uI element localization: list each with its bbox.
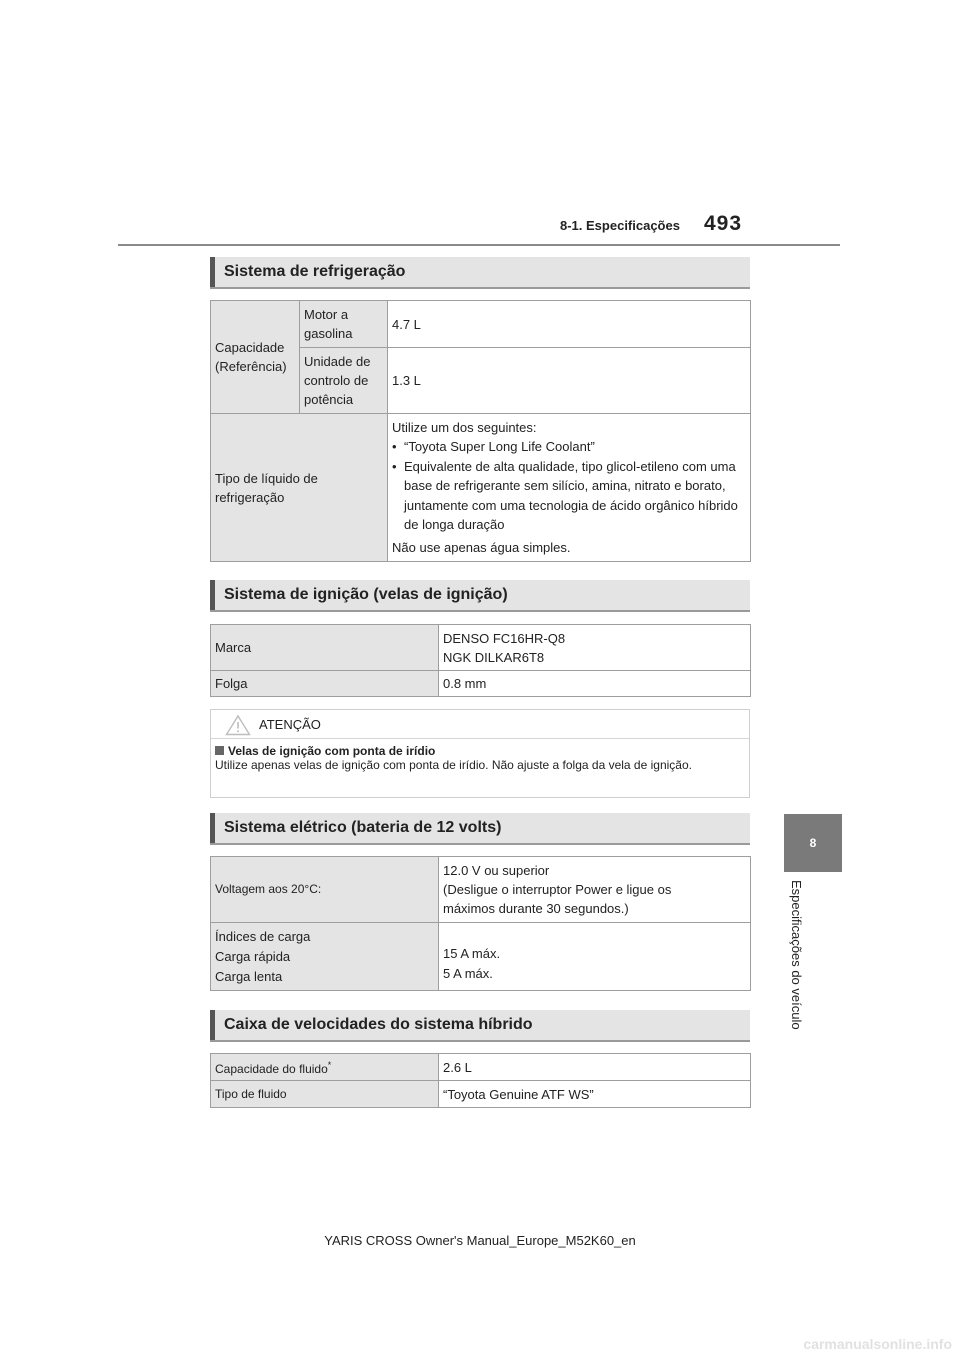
manual-footer: YARIS CROSS Owner's Manual_Europe_M52K60_en xyxy=(324,1233,636,1248)
ignition-table xyxy=(210,624,751,697)
gasoline-engine-value: 4.7 L xyxy=(388,301,751,348)
page-number: 493 xyxy=(704,212,743,235)
brand-ngk: NGK DILKAR6T8 xyxy=(443,649,545,665)
charge-rates-label xyxy=(211,923,439,991)
transmission-section-title: Caixa de velocidades do sistema híbrido xyxy=(224,1016,533,1033)
section-marker xyxy=(210,580,215,610)
fluid-capacity-value: 2.6 L xyxy=(439,1054,751,1081)
warning-body xyxy=(215,744,743,772)
warning-triangle-icon xyxy=(225,714,251,741)
voltage-value xyxy=(439,857,751,923)
coolant-type-value xyxy=(388,414,751,562)
capacity-label: Capacidade (Referência) xyxy=(211,301,300,414)
electrical-table xyxy=(210,856,751,991)
chapter-name: Especificações do veículo xyxy=(789,880,804,1030)
transmission-table xyxy=(210,1053,751,1108)
warning-text: Utilize apenas velas de ignição com ponta de irídio. Não ajuste a folga da vela de ignição. xyxy=(215,758,692,772)
slow-charge-value: 5 A máx. xyxy=(443,966,493,981)
chapter-number: 8 xyxy=(809,836,817,850)
warning-subtitle: Velas de ignição com ponta de irídio xyxy=(228,744,436,758)
cooling-section-title: Sistema de refrigeração xyxy=(224,263,406,280)
voltage-line: 12.0 V ou superior xyxy=(443,863,550,878)
cooling-section-header xyxy=(210,257,750,289)
gap-label: Folga xyxy=(211,671,439,697)
coolant-intro: Utilize um dos seguintes: xyxy=(392,419,537,435)
brand-denso: DENSO FC16HR-Q8 xyxy=(443,630,566,646)
power-control-unit-value: 1.3 L xyxy=(388,348,751,414)
gap-value: 0.8 mm xyxy=(439,671,751,697)
power-control-unit-label: Unidade de controlo de potência xyxy=(300,348,388,414)
transmission-section-header xyxy=(210,1010,750,1042)
ignition-section-title: Sistema de ignição (velas de ignição) xyxy=(224,586,508,603)
bullet-square-icon xyxy=(215,746,224,755)
fluid-type-label: Tipo de fluido xyxy=(211,1081,439,1108)
charge-rates-title: Índices de carga xyxy=(215,928,311,944)
warning-header xyxy=(211,710,749,739)
site-watermark: carmanualsonline.info xyxy=(803,1336,952,1352)
coolant-option-text: “Toyota Super Long Life Coolant” xyxy=(404,439,595,455)
coolant-note: Não use apenas água simples. xyxy=(392,539,571,555)
coolant-type-label: Tipo de líquido de refrigeração xyxy=(211,414,388,562)
chapter-side-label xyxy=(788,880,808,1065)
section-marker xyxy=(210,813,215,843)
fluid-capacity-label-text: Capacidade do fluido xyxy=(215,1061,328,1076)
coolant-option: • Equivalente de alta qualidade, tipo glicol-etileno com uma base de refrigerante sem silício, amina, nitrato e borato, juntamente com uma tecnologia de ácido orgânico híbrido de longa duração xyxy=(392,457,746,535)
header-divider xyxy=(118,244,840,246)
brand-value xyxy=(439,625,751,671)
voltage-line: (Desligue o interruptor Power e ligue os xyxy=(443,882,672,897)
section-marker xyxy=(210,257,215,287)
charge-rates-value xyxy=(439,923,751,991)
voltage-label: Voltagem aos 20°C: xyxy=(211,857,439,923)
electrical-section-title: Sistema elétrico (bateria de 12 volts) xyxy=(224,819,502,836)
fast-charge-label: Carga rápida xyxy=(215,948,291,964)
coolant-option: • “Toyota Super Long Life Coolant” xyxy=(392,437,746,457)
voltage-line: máximos durante 30 segundos.) xyxy=(443,901,629,916)
warning-box xyxy=(210,709,750,798)
fluid-type-value: “Toyota Genuine ATF WS” xyxy=(439,1081,751,1108)
ignition-section-header xyxy=(210,580,750,612)
footnote-mark: * xyxy=(327,1059,332,1070)
chapter-tab xyxy=(784,814,842,872)
section-title: 8-1. Especificações xyxy=(560,218,680,233)
section-marker xyxy=(210,1010,215,1040)
slow-charge-label: Carga lenta xyxy=(215,968,283,984)
fluid-capacity-label xyxy=(211,1054,439,1081)
cooling-table xyxy=(210,300,751,562)
brand-label: Marca xyxy=(211,625,439,671)
warning-title: ATENÇÃO xyxy=(259,717,321,732)
gasoline-engine-label: Motor a gasolina xyxy=(300,301,388,348)
coolant-option-text: Equivalente de alta qualidade, tipo glicol-etileno com uma base de refrigerante sem silício, amina, nitrato e borato, juntamente com uma tecnologia de ácido orgânico híbrido de longa duração xyxy=(404,458,738,533)
electrical-section-header xyxy=(210,813,750,845)
fast-charge-value: 15 A máx. xyxy=(443,946,501,961)
